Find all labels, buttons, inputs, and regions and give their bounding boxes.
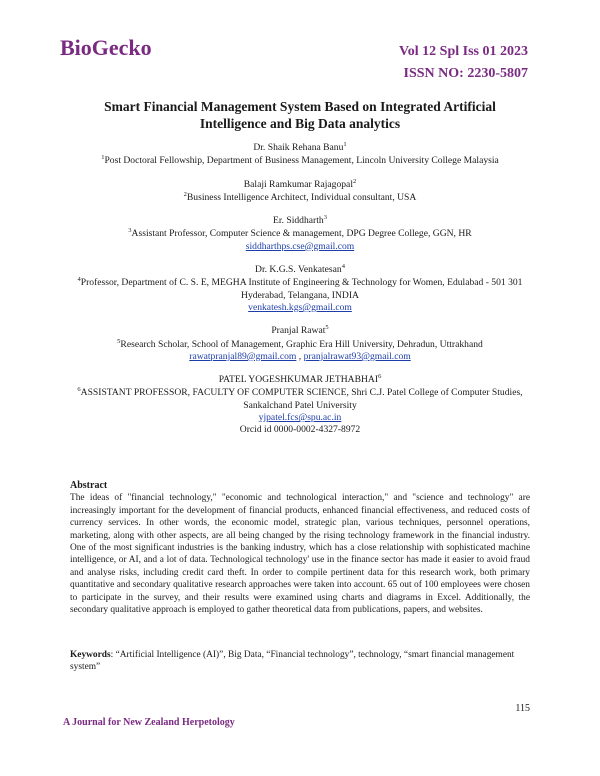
author-email-link-2[interactable]: pranjalrawat93@gmail.com	[303, 350, 411, 362]
author-affiliation: $^3$Assistant Professor, Computer Science & management, DPG Degree College, GGN, HR	[128, 227, 472, 240]
abstract-heading: Abstract	[70, 480, 108, 491]
author-affiliation: $^4$Professor, Department of C. S. E, MEGHA Institute of Engineering & Technology for Women, Edulabad - 501 301	[77, 276, 523, 289]
footer-journal-name: A Journal for New Zealand Herpetology	[63, 717, 235, 728]
issn-info: ISSN NO: 2230-5807	[403, 66, 528, 81]
author-list	[68, 142, 532, 448]
abstract-section	[70, 480, 530, 616]
author-location: Hyderabad, Telangana, INDIA	[241, 289, 359, 301]
author-affiliation: $^2$Business Intelligence Architect, Individual consultant, USA	[183, 190, 417, 203]
author-name: Pranjal Rawat$^5$	[271, 324, 329, 337]
author-name: Balaji Ramkumar Rajagopal$^2$	[243, 177, 357, 190]
author-affiliation: $^1$Post Doctoral Fellowship, Department of Business Management, Lincoln University College Malaysia	[101, 154, 499, 167]
author-orcid: Orcid id 0000-0002-4327-8972	[239, 424, 361, 436]
author-email-link[interactable]: yjpatel.fcs@spu.ac.in	[258, 412, 342, 424]
keywords-section	[70, 649, 530, 674]
author-block	[68, 179, 532, 205]
author-email-link[interactable]: siddharthps.cse@gmail.com	[245, 240, 355, 252]
author-block	[68, 142, 532, 168]
paper-title: Smart Financial Management System Based on Integrated Artificial Intelligence and Big Data analytics	[104, 99, 496, 131]
author-affiliation: $^6$ASSISTANT PROFESSOR, FACULTY OF COMPUTER SCIENCE, Shri C.J. Patel College of Computer Studies, Sankalchand Patel University	[77, 386, 523, 411]
keywords-label: Keywords	[70, 650, 111, 660]
keywords-text: : “Artificial Intelligence (AI)”, Big Data, “Financial technology”, technology, “smart financial management system”	[70, 650, 515, 673]
author-name: Dr. Shaik Rehana Banu$^1$	[253, 140, 347, 153]
page-number: 115	[515, 703, 530, 714]
author-block	[68, 215, 532, 253]
author-affiliation: $^5$Research Scholar, School of Management, Graphic Era Hill University, Dehradun, Uttrakhand	[117, 337, 483, 350]
author-name: Dr. K.G.S. Venkatesan$^4$	[255, 262, 345, 276]
author-name: PATEL YOGESHKUMAR JETHABHAI$^6$	[218, 372, 382, 386]
abstract-text: The ideas of "financial technology," "economic and technological interaction," and "science and technology" are increasingly important for the development of financial products, enhanced financial effectiveness, and reduced costs of currency services. In other words, the economic model, strategic plan, various techniques, personnel operations, marketing, along with other aspects, are all being changed by the rising technology framework in the financial industry. One of the most significant industries is the banking industry, which has a close relationship with sophisticated machine intelligence, or AI, and a lot of data. Technological technology' use in the finance sector has made it easier to avoid fraud and analyse risks, including credit card theft. In order to compile pertinent data for this research work, both primary quantitative and secondary qualitative research approaches were taken into account. 65 out of 100 employees were chosen to participate in the survey, and their results were examined using charts and diagrams in Excel. Additionally, the secondary qualitative approach is employed to gather theoretical data from publications, papers, and websites.	[70, 493, 530, 616]
journal-name: BioGecko	[60, 35, 152, 60]
author-block	[68, 264, 532, 314]
email-separator: ,	[296, 350, 304, 362]
author-name: Er. Siddharth$^3$	[273, 214, 327, 227]
author-block	[68, 325, 532, 363]
volume-info: Vol 12 Spl Iss 01 2023	[398, 44, 528, 59]
author-email-link[interactable]: venkatesh.kgs@gmail.com	[248, 301, 352, 313]
author-email-link[interactable]: rawatpranjal89@gmail.com	[189, 350, 297, 362]
author-block	[68, 374, 532, 436]
